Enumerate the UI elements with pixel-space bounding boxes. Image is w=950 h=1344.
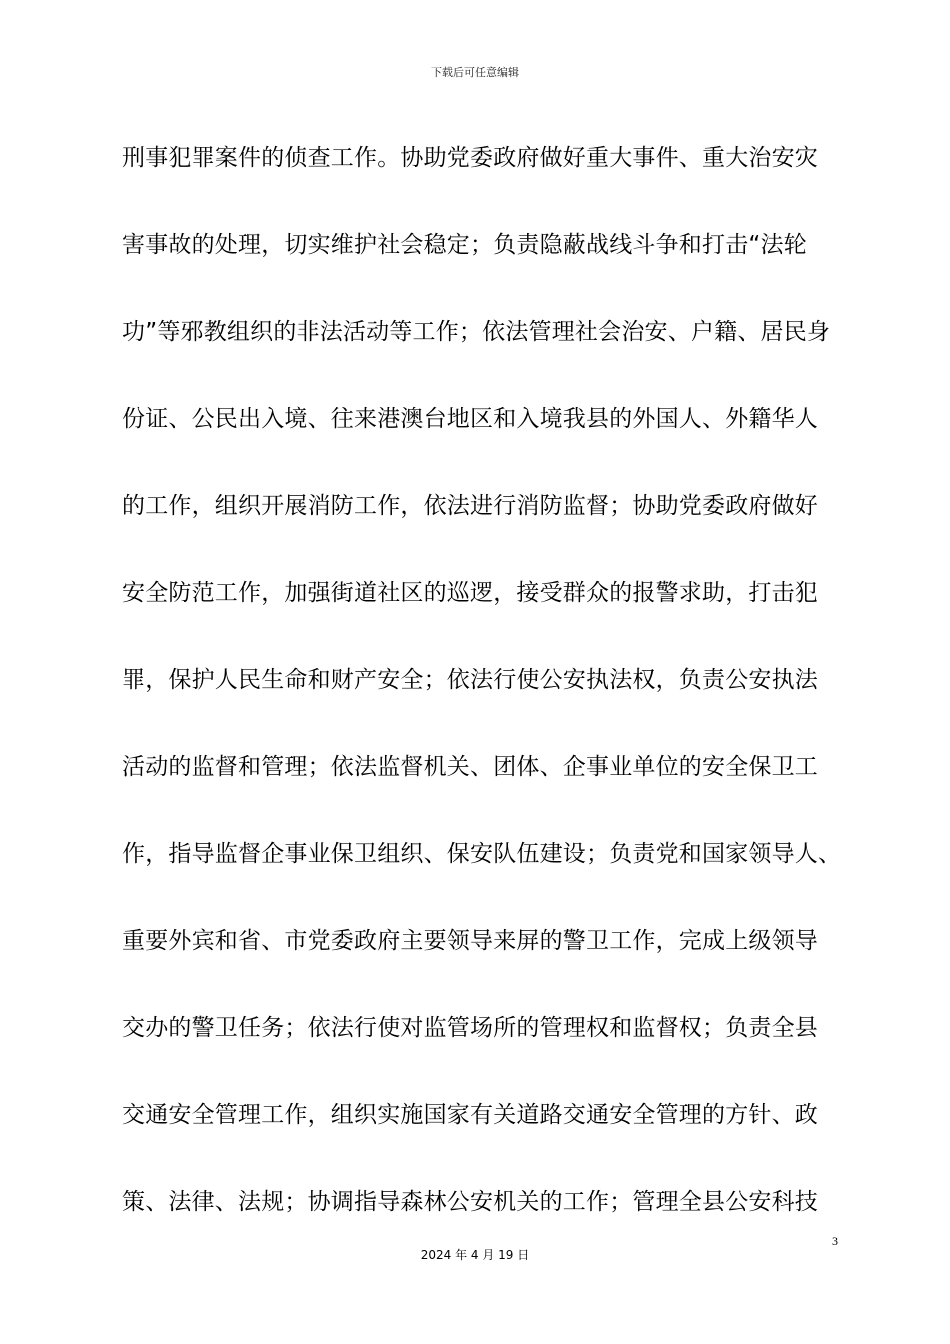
body-line: 的工作，组织开展消防工作，依法进行消防监督；协助党委政府做好	[122, 493, 818, 519]
page-number: 3	[832, 1234, 838, 1248]
body-line: 功”等邪教组织的非法活动等工作；依法管理社会治安、户籍、居民身	[122, 319, 831, 345]
body-line: 策、法律、法规；协调指导森林公安机关的工作；管理全县公安科技	[122, 1189, 818, 1215]
body-line: 活动的监督和管理；依法监督机关、团体、企事业单位的安全保卫工	[122, 754, 818, 780]
body-line: 刑事犯罪案件的侦查工作。协助党委政府做好重大事件、重大治安灾	[122, 145, 818, 171]
body-line: 份证、公民出入境、往来港澳台地区和入境我县的外国人、外籍华人	[122, 406, 818, 432]
body-line: 安全防范工作，加强街道社区的巡逻，接受群众的报警求助，打击犯	[122, 580, 818, 606]
body-line: 交通安全管理工作，组织实施国家有关道路交通安全管理的方针、政	[122, 1102, 818, 1128]
document-body	[122, 138, 842, 1269]
body-line: 重要外宾和省、市党委政府主要领导来屏的警卫工作，完成上级领导	[122, 928, 818, 954]
body-line: 罪，保护人民生命和财产安全；依法行使公安执法权，负责公安执法	[122, 667, 818, 693]
header-note: 下载后可任意编辑	[431, 66, 519, 79]
footer-date: 2024 年 4 月 19 日	[420, 1248, 530, 1262]
body-line: 作，指导监督企事业保卫组织、保安队伍建设；负责党和国家领导人、	[122, 841, 842, 867]
body-line: 害事故的处理，切实维护社会稳定；负责隐蔽战线斗争和打击“法轮	[122, 232, 807, 258]
body-line: 交办的警卫任务；依法行使对监管场所的管理权和监督权；负责全县	[122, 1015, 818, 1041]
